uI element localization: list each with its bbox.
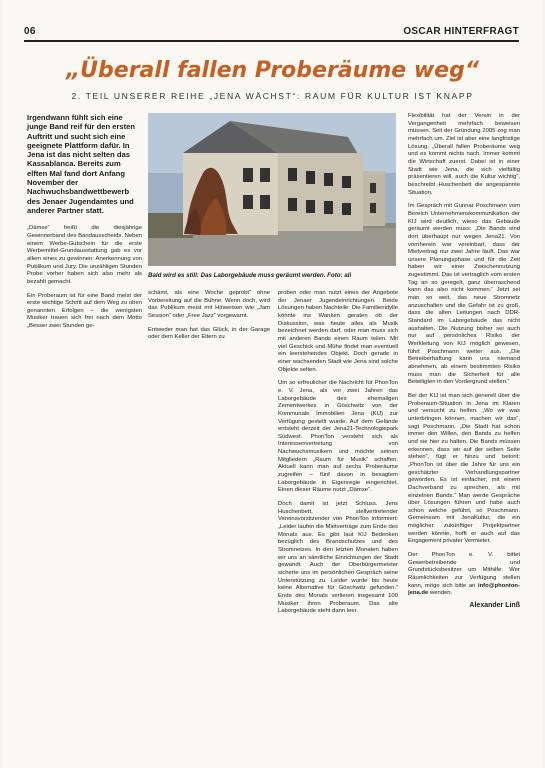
paragraph: Im Gespräch mit Gunnar Poschmann vom Bereich Unternehmenskommunikation der KIJ wird deutlich, wieso das Gebäude geräumt werden muss: „Die Bands sind dort überhaupt nur wegen Jena21. Von vornherein war vereinbart, dass der Mietvertrag nur zwei Jahre läuft. Das war unsere Planungsphase und für die Zeit haben wir einer Zwischennutzung zugestimmt. Das ist vertraglich vom ersten Tag an so geregelt, ganz überraschend kann das also nicht kommen.“ Jetzt sei man so weit, das neue Stromnetz anzuschalten und die Gefahr ist zu groß, dass die alten Leitungen nach DDR-Standard im Laborgebäude das nicht aushalten. Die Nutzung bisher sei auch nur auf persönliches Risiko der Werkleitung von KIJ möglich gewesen, führt Poschmann weiter aus. „Die Betreiberhaftung kann uns niemand abnehmen, ab einem bestimmten Risiko muss man die Sicherheit für alle Beteiligten in den Vordergrund stellen.“ bbox=[408, 203, 520, 386]
paragraph: Entweder man hat das Glück, in der Garage oder dem Keller der Eltern zu bbox=[148, 326, 270, 341]
paragraph bbox=[408, 552, 520, 610]
article-headline: „Überall fallen Proberäume weg“ bbox=[66, 58, 479, 83]
author-signature: Alexander Linß bbox=[469, 602, 520, 610]
column-1 bbox=[27, 113, 142, 337]
column-2 bbox=[148, 290, 270, 348]
page-number: 06 bbox=[24, 26, 36, 37]
paragraph-end: wenden. bbox=[428, 590, 453, 597]
magazine-section: OSCAR HINTERFRAGT bbox=[403, 26, 519, 37]
paragraph: Doch damit ist jetzt Schluss. Jens Huschenbett, stellvertretender Vereinsvorsitzender von PhonTon informiert: „Leider laufen die Mietverträge zum Ende des Monats aus. Es gibt laut KIJ Bedenken bezüglich des Brandschutzes und des Stromnetzes. In den letzten Monaten haben wir uns an sämtliche Einrichtungen der Stadt gewandt. Auch der Oberbürgermeister sicherte uns im persönlichen Gespräch seine Unterstützung zu. Leider wurde bis heute keine Alternative für Göschwitz gefunden.“ Ende des Monats verlieren insgesamt 100 Musiker ihren Proberaum. Das alte Laborgebäude steht dann leer. bbox=[278, 501, 398, 615]
paragraph: proben oder man nutzt eines der Angebote der Jenaer Jugendeinrichtungen. Beide Lösungen haben Nachteile: Die Familienidylle könnte ins Wanken geraten ob der Diskussion, was heute alles als Musik bezeichnet werden darf, oder man muss sich mit anderen Bands einen Raum teilen. Mit viel Geschick und Mühe findet man eventuell ein leerstehendes Objekt. Doch gerade in einer wachsenden Stadt wie Jena sind solche Objekte selten. bbox=[278, 290, 398, 373]
paragraph: Ein Proberaum ist für eine Band meist der erste wichtige Schritt auf dem Weg zu oben genannten Erfolgen – die wenigsten Musiker trauen sich frei nach dem Motto „Besser zwei Stunden ge- bbox=[27, 292, 142, 330]
paragraph-text: Der PhonTon e. V. bittet Gewerbetreibende und Grundstücksbesitzer um Mithilfe: Wer Räumlichkeiten zur Verfügung stellen kann, möge sich bitte an bbox=[408, 552, 520, 589]
article-subtitle: 2. TEIL UNSERER REIHE „JENA WÄCHST“: RAUM FÜR KULTUR IST KNAPP bbox=[71, 91, 474, 101]
paragraph: Flexibilität hat der Verein in der Vergangenheit mehrfach beweisen müssen. Seit der Gründung 2005 zog man mehrfach um. Ziel ist aber eine langfristige Lösung. „Überall fallen Proberäume weg und es kommt nichts nach. Immer kommt die Wirtschaft zuerst. Dabei ist in einer Stadt wie Jena, die sich vielfältig präsentieren will, auch die Kultur wichtig“, beschreibt Huschenbett die angespannte Situation. bbox=[408, 113, 520, 196]
paragraph: schämt, als eine Woche geprobt“ ohne Vorbereitung auf die Bühne. Wenn doch, wird das Publikum meist mit Hinweisen wie „Jam Session“ oder „Free Jazz“ vorgewarnt. bbox=[148, 290, 270, 319]
contact-email-link[interactable]: info@phonton-jena.de bbox=[408, 582, 520, 597]
column-4 bbox=[408, 113, 520, 616]
column-3 bbox=[278, 290, 398, 622]
building-photo bbox=[148, 113, 396, 266]
paragraph: Um so erfreulicher die Nachricht für PhonTon e. V. Jena, als vor zwei Jahren das Laborgebäude des ehemaligen Zementwerkes in Göschwitz von der Kommunale Immobilien Jena (KIJ) zur Verfügung gestellt wurde. Auf dem Gelände entsteht derzeit der Jena21-Technologiepark Südwest. PhonTon versteht sich als Interessenvertretung von Nachwuchsmusikern und möchte seinen Mitgliedern „Raum für Musik“ schaffen. Aktuell kann man auf sechs Proberäume zugreifen – fünf davon in besagtem Laborgebäude in Eigenregie eingerichtet. Einen dieser Räume nutzt „Dämse“. bbox=[278, 380, 398, 494]
article-intro: Irgendwann fühlt sich eine junge Band reif für den ersten Auftritt und sucht sich eine geeignete Plattform dafür. In Jena ist das nicht selten das Kassablanca. Bereits zum elften Mal fand dort Anfang November der Nachwuchsbandwettbewerb des Jenaer Jugendamtes und anderer Partner statt. bbox=[27, 113, 136, 215]
lab-building-illustration bbox=[148, 113, 396, 266]
paragraph: Bei der KIJ ist man sich generell über die Proberaum-Situation in Jena im Klaren und versucht zu helfen. „Wo wir was unterbringen können, machen wir das“, sagt Poschmann. „Die Stadt hat schon immer den Willen, den Bands zu helfen und sie hier zu halten. Die Bands müssen erkennen, dass wir auf der selben Seite stehen“, fügt er hinzu und betont: „PhonTon ist über die Jahre für uns ein geschätzter Verhandlungspartner geworden. Es ist einfacher, mit einem Dachverband zu sprechen, als mit einzelnen Bands.“ Man werde Gespräche über Lösungen führen und habe auch schon welche geführt, so Poschmann. Gemeinsam mit JenaKultur, die ein möglicher zukünftiger Projektpartner werden könnte, hofft er auch auf das Engagement privater Vermieter. bbox=[408, 392, 520, 545]
paragraph: „Dämse“ heißt die diesjährige Gewinnerband des Bandausscheids. Neben einem Werbe-Gutschein für die erste Werbemittel-Grundausstattung gab es vor allem eines zu gewinnen: Anerkennung von Publikum und Jury. Die unzähligen Stunden Probe vorher haben sich also mehr als bezahlt gemacht. bbox=[27, 225, 142, 285]
page-header bbox=[24, 26, 519, 42]
photo-caption: Bald wird es still: Das Laborgebäude muss geräumt werden. Foto: ali bbox=[148, 272, 352, 279]
